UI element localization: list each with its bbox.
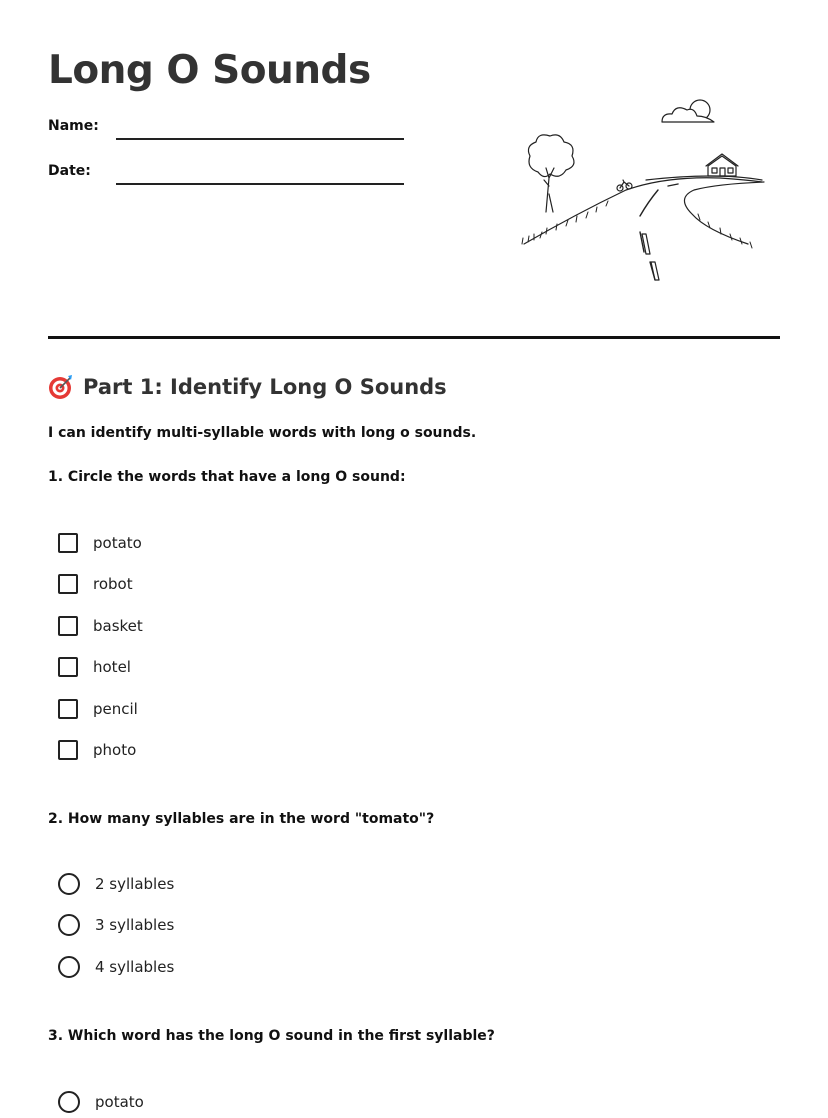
option-label: basket: [93, 617, 143, 635]
question-3-prompt: 3. Which word has the long O sound in the first syllable?: [48, 1028, 495, 1044]
option-label: 2 syllables: [95, 875, 175, 893]
road-icon: [524, 176, 764, 280]
option-label: potato: [95, 1093, 144, 1111]
house-icon: [706, 154, 738, 176]
question-1-option-pencil[interactable]: [58, 697, 138, 721]
page-title: Long O Sounds: [48, 48, 371, 93]
section-divider: [48, 336, 780, 339]
question-2-option-2-syllables[interactable]: [58, 872, 174, 896]
checkbox[interactable]: [58, 616, 78, 636]
checkbox[interactable]: [58, 740, 78, 760]
option-label: 4 syllables: [95, 958, 175, 976]
question-3-option-potato[interactable]: [58, 1090, 144, 1114]
question-1-option-hotel[interactable]: [58, 655, 131, 679]
question-1-option-robot[interactable]: [58, 572, 133, 596]
road-landscape-illustration: [516, 94, 768, 286]
question-2-option-4-syllables[interactable]: [58, 955, 174, 979]
radio-button[interactable]: [58, 914, 80, 936]
option-label: pencil: [93, 700, 138, 718]
option-label: 3 syllables: [95, 916, 175, 934]
checkbox[interactable]: [58, 574, 78, 594]
part1-heading: [48, 374, 447, 400]
question-2-prompt: 2. How many syllables are in the word "tomato"?: [48, 811, 435, 827]
question-1-option-photo[interactable]: [58, 738, 136, 762]
option-label: photo: [93, 741, 137, 759]
grass-icon: [522, 201, 752, 248]
name-label: Name:: [48, 118, 99, 134]
tree-icon: [528, 135, 574, 212]
question-1-option-basket[interactable]: [58, 614, 143, 638]
checkbox[interactable]: [58, 657, 78, 677]
checkbox[interactable]: [58, 699, 78, 719]
radio-button[interactable]: [58, 873, 80, 895]
learning-objective: I can identify multi-syllable words with long o sounds.: [48, 425, 477, 441]
option-label: potato: [93, 534, 142, 552]
part1-heading-text: Part 1: Identify Long O Sounds: [83, 375, 447, 399]
checkbox[interactable]: [58, 533, 78, 553]
radio-button[interactable]: [58, 956, 80, 978]
question-1-prompt: 1. Circle the words that have a long O sound:: [48, 469, 406, 485]
name-input-line[interactable]: [116, 138, 404, 140]
target-icon: [48, 374, 74, 400]
date-label: Date:: [48, 163, 91, 179]
option-label: robot: [93, 575, 133, 593]
option-label: hotel: [93, 658, 131, 676]
question-1-option-potato[interactable]: [58, 531, 142, 555]
date-input-line[interactable]: [116, 183, 404, 185]
bicycle-icon: [617, 180, 632, 191]
cloud-icon: [662, 100, 714, 122]
radio-button[interactable]: [58, 1091, 80, 1113]
question-2-option-3-syllables[interactable]: [58, 913, 174, 937]
